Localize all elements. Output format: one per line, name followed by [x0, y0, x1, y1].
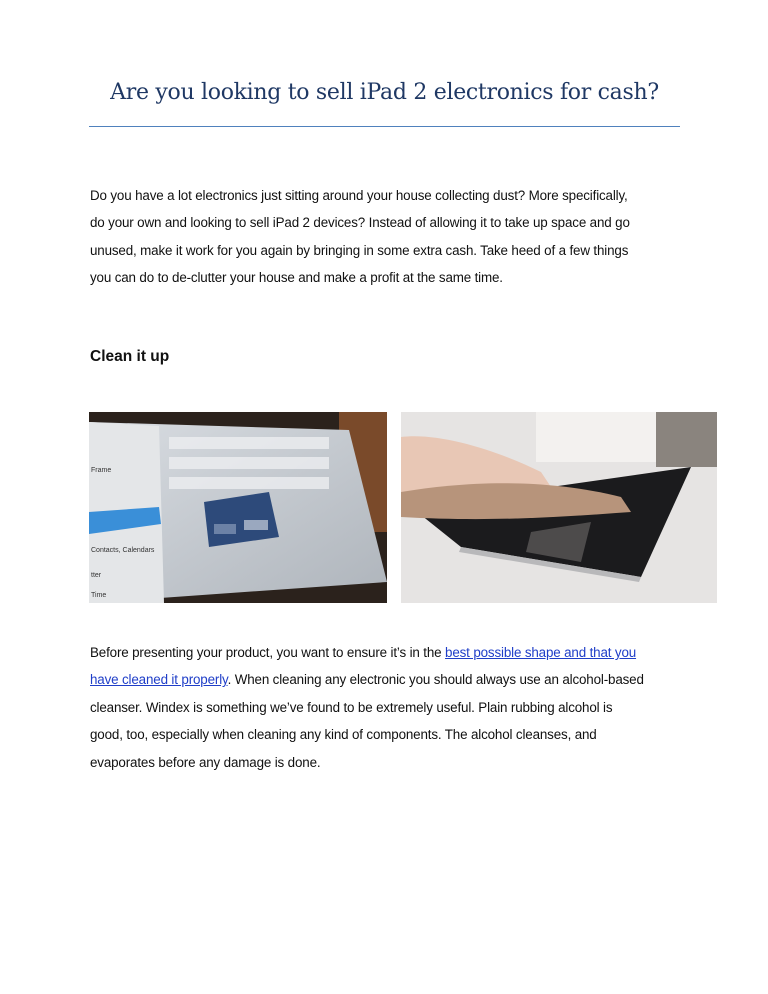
- cleaning-guide-link-cont[interactable]: have cleaned it properly: [90, 672, 228, 688]
- body-line: cleanser. Windex is something we’ve found to be extremely useful. Plain rubbing alcohol is: [90, 699, 613, 715]
- svg-text:Time: Time: [91, 592, 107, 599]
- svg-text:Contacts, Calendars: Contacts, Calendars: [91, 547, 155, 554]
- body-line: good, too, especially when cleaning any kind of components. The alcohol cleanses, and: [90, 727, 597, 743]
- body-line: have cleaned it properly. When cleaning any electronic you should always use an alcohol-based: [90, 672, 644, 688]
- ipad-settings-photo: [89, 412, 387, 603]
- body-line: evaporates before any damage is done.: [90, 754, 321, 770]
- intro-line: do your own and looking to sell iPad 2 devices? Instead of allowing it to take up space and go: [90, 215, 630, 231]
- body-paragraph: [90, 639, 690, 776]
- section-heading: Clean it up: [90, 348, 170, 365]
- cleaning-guide-link[interactable]: best possible shape and that you: [445, 645, 637, 660]
- intro-line: you can do to de-clutter your house and make a profit at the same time.: [90, 270, 503, 286]
- intro-line: Do you have a lot electronics just sitting around your house collecting dust? More specifically,: [90, 188, 628, 203]
- intro-paragraph: [90, 182, 690, 292]
- title-divider: [89, 126, 680, 127]
- intro-line: unused, make it work for you again by bringing in some extra cash. Take heed of a few things: [90, 242, 629, 258]
- cleaning-ipad-photo: [401, 412, 717, 603]
- page-title: Are you looking to sell iPad 2 electronics for cash?: [110, 80, 659, 105]
- body-line: Before presenting your product, you want to ensure it’s in the best possible shape and that you: [90, 645, 637, 660]
- svg-text:Frame: Frame: [91, 467, 112, 474]
- svg-text:tter: tter: [91, 572, 102, 579]
